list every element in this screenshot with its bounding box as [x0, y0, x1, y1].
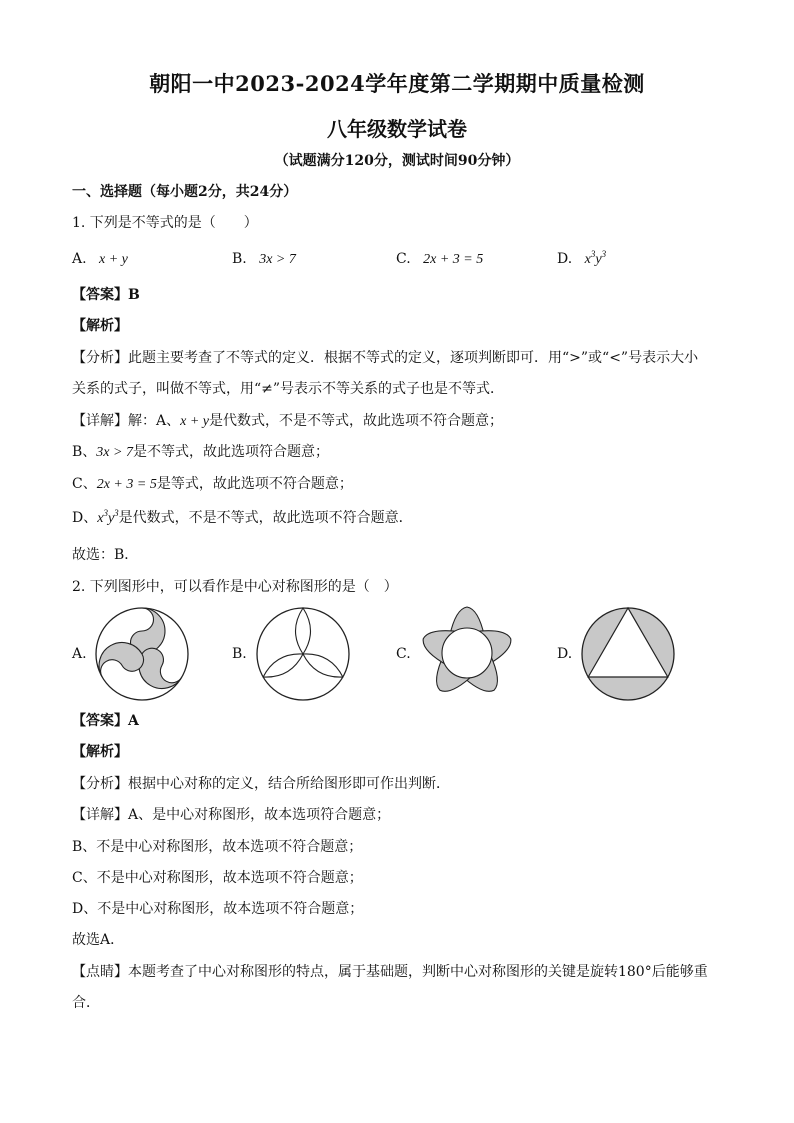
- figure-a-swirl: [94, 606, 190, 702]
- q1-analysis-line-1: 【分析】此题主要考查了不等式的定义．根据不等式的定义，逐项判断即可．用“>”或“<”号表示大小: [72, 350, 699, 366]
- q1-detail-a: 【详解】解：A、x + y是代数式，不是不等式，故此选项不符合题意；: [72, 413, 503, 429]
- exam-note: （试题满分120分，测试时间90分钟）: [274, 153, 520, 169]
- q2-remark-line-1: 【点睛】本题考查了中心对称图形的特点，属于基础题，判断中心对称图形的关键是旋转180°后能够重: [72, 964, 708, 980]
- option-label: A.: [72, 251, 87, 267]
- option-expr: 2x + 3 = 5: [423, 252, 484, 267]
- q2-label-a: A.: [72, 646, 87, 662]
- q1-option-b: [232, 249, 296, 270]
- q2-conclusion: 故选A．: [72, 932, 125, 948]
- q1-option-d: [557, 249, 606, 270]
- option-label: D.: [557, 251, 573, 267]
- q1-option-c: [396, 249, 483, 270]
- q2-detail-c: C、不是中心对称图形，故本选项不符合题意；: [72, 870, 363, 886]
- q2-detail-a: 【详解】A、是中心对称图形，故本选项符合题意；: [72, 807, 391, 823]
- q2-stem: 2. 下列图形中，可以看作是中心对称图形的是（ ）: [72, 579, 398, 595]
- q2-detail-d: D、不是中心对称图形，故本选项不符合题意；: [72, 901, 364, 917]
- q2-label-d: D.: [557, 646, 573, 662]
- q1-detail-d: D、$x^3y^3$是代数式，不是不等式，故此选项不符合题意．: [72, 508, 413, 526]
- q1-analysis-tag: 【解析】: [72, 318, 128, 334]
- q2-analysis: 【分析】根据中心对称的定义，结合所给图形即可作出判断．: [72, 776, 450, 792]
- q1-conclusion: 故选：B．: [72, 547, 139, 563]
- q2-answer: 【答案】A: [72, 713, 139, 729]
- figure-d-triangle: [580, 606, 676, 702]
- q1-detail-b: B、3x > 7是不等式，故此选项符合题意；: [72, 444, 329, 460]
- q1-analysis-line-2: 关系的式子，叫做不等式，用“≠”号表示不等关系的式子也是不等式．: [72, 381, 505, 397]
- option-expr: 3x > 7: [259, 252, 296, 267]
- q1-stem: 1. 下列是不等式的是（ ）: [72, 215, 258, 231]
- section-heading: 一、选择题（每小题2分，共24分）: [72, 184, 298, 200]
- exam-subtitle: 八年级数学试卷: [327, 117, 467, 141]
- option-label: C.: [396, 251, 411, 267]
- q2-remark-line-2: 合．: [72, 995, 100, 1011]
- option-expr: $x^3y^3$: [584, 249, 607, 267]
- option-label: B.: [232, 251, 247, 267]
- exam-title: 朝阳一中2023-2024学年度第二学期期中质量检测: [149, 71, 645, 96]
- figure-b-leaves: [255, 606, 351, 702]
- option-expr: x + y: [99, 252, 128, 267]
- q2-label-c: C.: [396, 646, 411, 662]
- q2-detail-b: B、不是中心对称图形，故本选项不符合题意；: [72, 839, 363, 855]
- q1-option-a: [72, 249, 128, 270]
- q2-analysis-tag: 【解析】: [72, 744, 128, 760]
- figure-c-flower: [416, 604, 518, 702]
- q1-answer: 【答案】B: [72, 287, 140, 303]
- q1-detail-c: C、2x + 3 = 5是等式，故此选项不符合题意；: [72, 476, 353, 492]
- q2-label-b: B.: [232, 646, 247, 662]
